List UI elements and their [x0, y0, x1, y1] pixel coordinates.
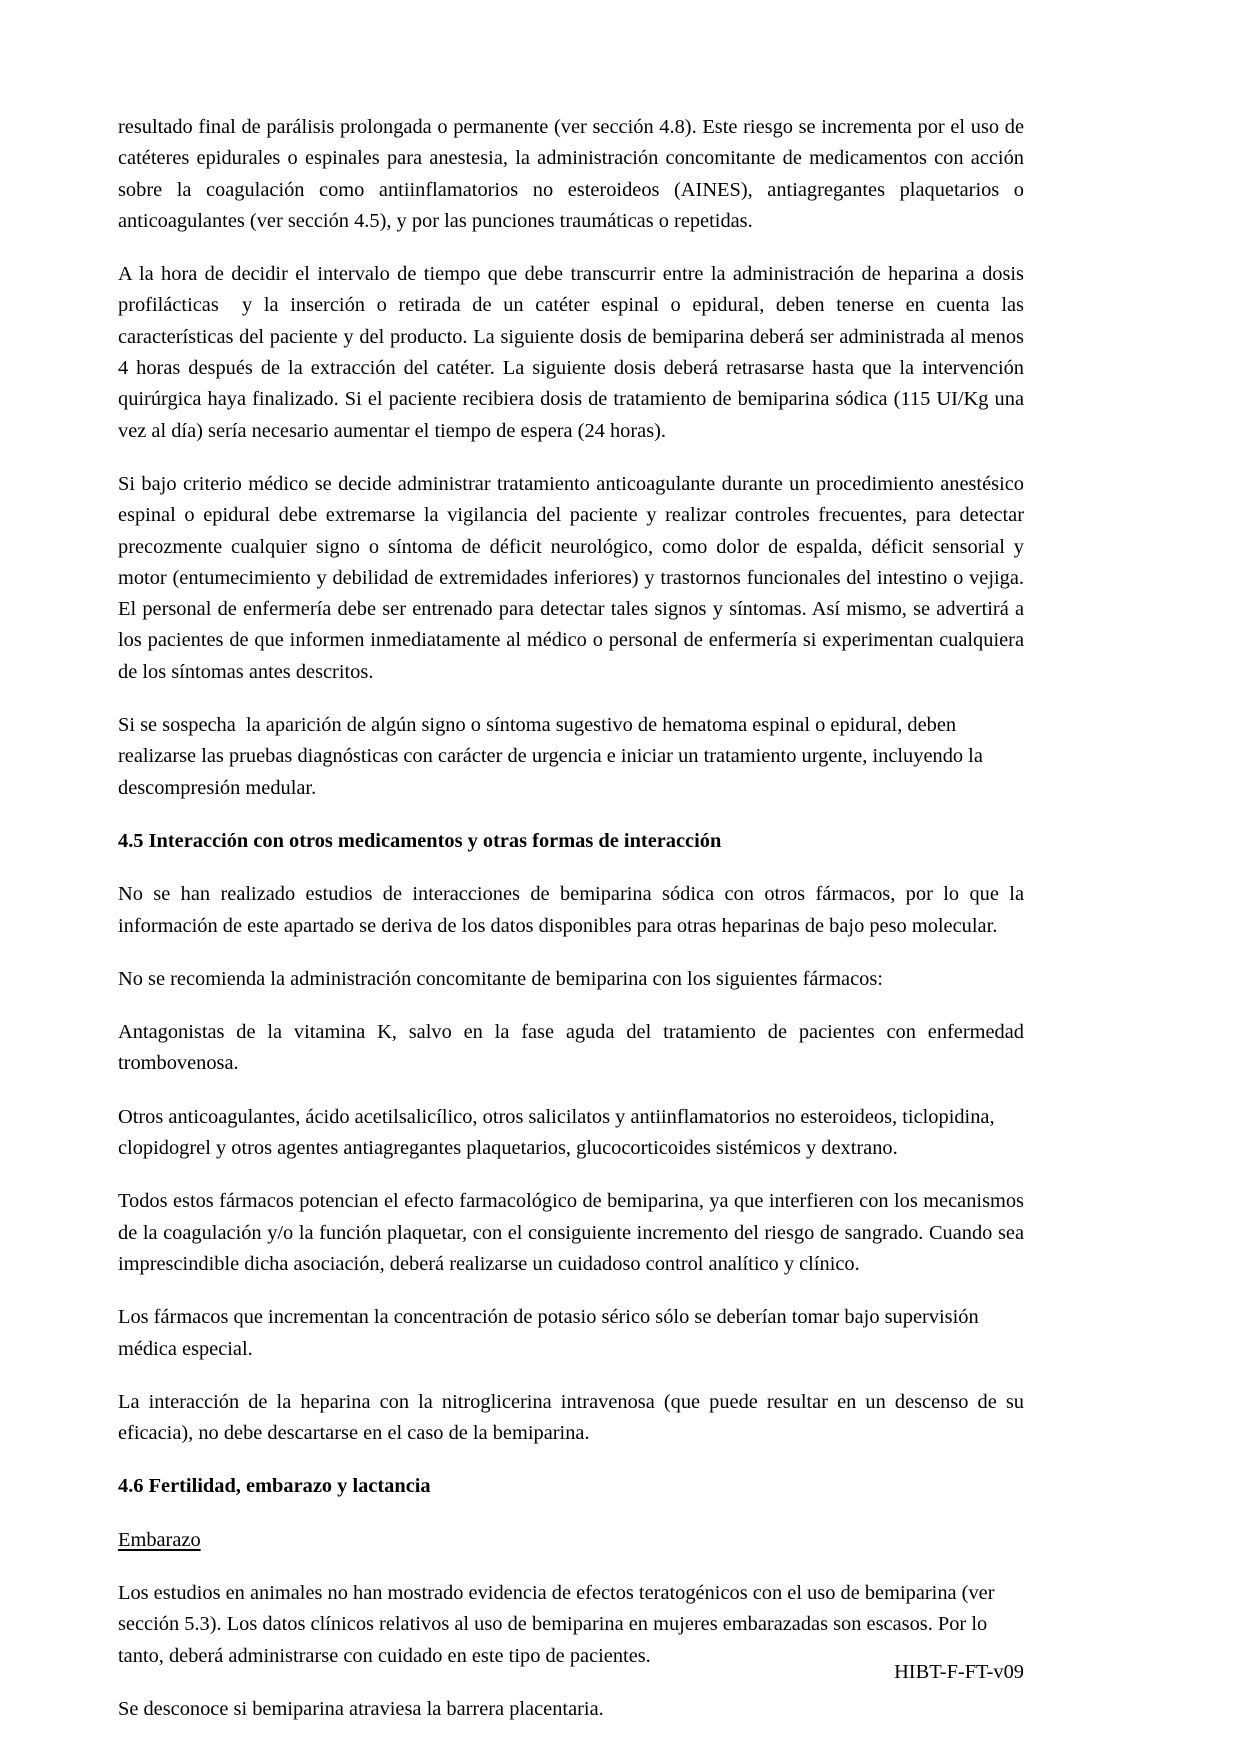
subsection-heading-embarazo: Embarazo: [118, 1528, 201, 1551]
paragraph-potentiation-effect: Todos estos fármacos potencian el efecto farmacológico de bemiparina, ya que interfieren con los mecanismos de la coagulación y/o la función plaquetar, con el consiguiente incremento del riesgo de sangrado. Cuando sea imprescindible dicha asociación, deberá realizarse un cuidadoso control analítico y clínico.: [118, 1190, 1030, 1275]
paragraph-catheter-timing: A la hora de decidir el intervalo de tiempo que debe transcurrir entre la administración de heparina a dosis profilácticas y la inserción o retirada de un catéter espinal o epidural, deben tenerse en cuenta las características del paciente y del producto. La siguiente dosis de bemiparina deberá ser administrada al menos 4 horas después de la extracción del catéter. La siguiente dosis deberá retrasarse hasta que la intervención quirúrgica haya finalizado. Si el paciente recibiera dosis de tratamiento de bemiparina sódica (115 UI/Kg una vez al día) sería necesario aumentar el tiempo de espera (24 horas).: [118, 263, 1030, 442]
paragraph-suspected-hematoma: Si se sospecha la aparición de algún signo o síntoma sugestivo de hematoma espinal o epidural, deben realizarse las pruebas diagnósticas con carácter de urgencia e iniciar un tratamiento urgente, incluyendo la descompresión medular.: [118, 714, 989, 799]
paragraph-potassium-drugs: Los fármacos que incrementan la concentración de potasio sérico sólo se deberían tomar bajo supervisión médica especial.: [118, 1306, 984, 1360]
paragraph-other-anticoagulants: Otros anticoagulantes, ácido acetilsalicílico, otros salicilatos y antiinflamatorios no esteroideos, ticlopidina, clopidogrel y otros agentes antiagregantes plaquetarios, glucocorticoides sistémicos y dextrano.: [118, 1105, 1000, 1160]
paragraph-not-recommended-intro: No se recomienda la administración concomitante de bemiparina con los siguientes fármacos:: [118, 967, 883, 990]
paragraph-vitamin-k-antagonists: Antagonistas de la vitamina K, salvo en la fase aguda del tratamiento de pacientes con enfermedad trombovenosa.: [118, 1021, 1030, 1075]
section-heading-4-5: 4.5 Interacción con otros medicamentos y otras formas de interacción: [118, 829, 722, 852]
paragraph-spinal-hematoma-risk: resultado final de parálisis prolongada o permanente (ver sección 4.8). Este riesgo se incrementa por el uso de catéteres epidurales o espinales para anestesia, la administración concomitante de medicamentos con acción sobre la coagulación como antiinflamatorios no esteroideos (AINES), antiagregantes plaquetarios o anticoagulantes (ver sección 4.5), y por las punciones traumáticas o repetidas.: [118, 116, 1030, 232]
paragraph-animal-studies-pregnancy: Los estudios en animales no han mostrado evidencia de efectos teratogénicos con el uso de bemiparina (ver sección 5.3). Los datos clínicos relativos al uso de bemiparina en mujeres embarazadas son escasos. Por lo tanto, deberá administrarse con cuidado en este tipo de pacientes.: [118, 1581, 1000, 1667]
paragraph-neurological-monitoring: Si bajo criterio médico se decide administrar tratamiento anticoagulante durante un procedimiento anestésico espinal o epidural debe extremarse la vigilancia del paciente y realizar controles frecuentes, para detectar precozmente cualquier signo o síntoma de déficit neurológico, como dolor de espalda, déficit sensorial y motor (entumecimiento y debilidad de extremidades inferiores) y trastornos funcionales del intestino o vejiga. El personal de enfermería debe ser entrenado para detectar tales signos y síntomas. Así mismo, se advertirá a los pacientes de que informen inmediatamente al médico o personal de enfermería si experimentan cualquiera de los síntomas antes descritos.: [118, 472, 1030, 683]
paragraph-nitroglycerin-interaction: La interacción de la heparina con la nitroglicerina intravenosa (que puede resultar en un descenso de su eficacia), no debe descartarse en el caso de la bemiparina.: [118, 1390, 1030, 1445]
document-body: [118, 112, 1030, 1747]
section-heading-4-6: 4.6 Fertilidad, embarazo y lactancia: [118, 1475, 431, 1498]
paragraph-no-interaction-studies: No se han realizado estudios de interacciones de bemiparina sódica con otros fármacos, por lo que la información de este apartado se deriva de los datos disponibles para otras heparinas de bajo peso molecular.: [118, 883, 1030, 937]
paragraph-placental-barrier: Se desconoce si bemiparina atraviesa la barrera placentaria.: [118, 1697, 604, 1720]
footer-document-code: HIBT-F-FT-v09: [894, 1661, 1024, 1683]
